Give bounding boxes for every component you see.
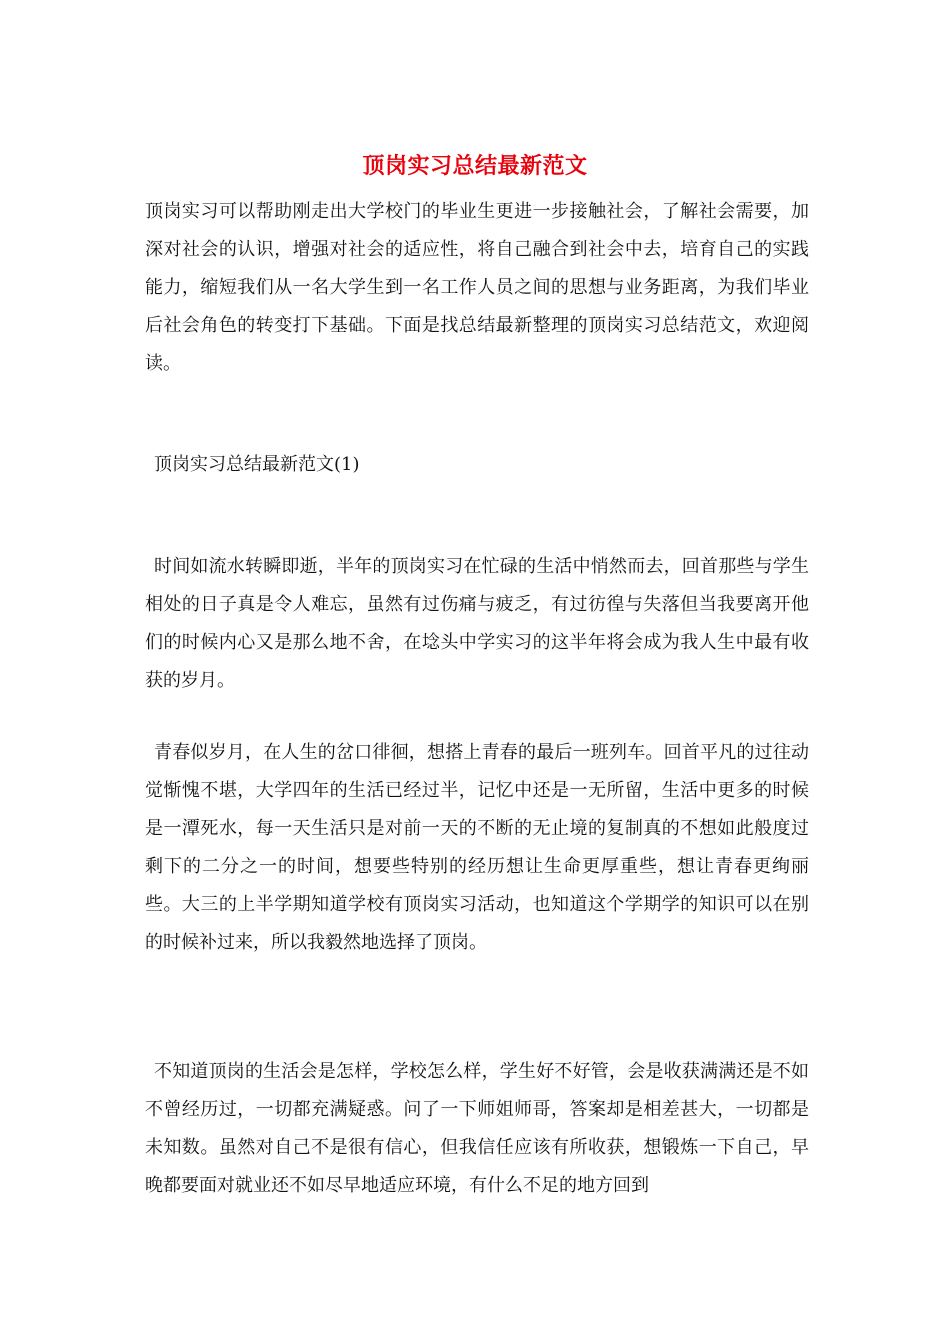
body-paragraph: 不知道顶岗的生活会是怎样，学校怎么样，学生好不好管，会是收获满满还是不如不曾经历过，一切都充满疑惑。问了一下师姐师哥，答案却是相差甚大，一切都是未知数。虽然对自己不是很有信心，但我信任应该有所收获，想锻炼一下自己，早晚都要面对就业还不如尽早地适应环境，有什么不足的地方回到 (145, 1061, 809, 1196)
body-paragraph: 青春似岁月，在人生的岔口徘徊，想搭上青春的最后一班列车。回首平凡的过往动觉惭愧不堪，大学四年的生活已经过半，记忆中还是一无所留，生活中更多的时候是一潭死水，每一天生活只是对前一天的不断的无止境的复制真的不想如此般度过剩下的二分之一的时间，想要些特别的经历想让生命更厚重些，想让青春更绚丽些。大三的上半学期知道学校有顶岗实习活动，也知道这个学期学的知识可以在别的时候补过来，所以我毅然地选择了顶岗。 (145, 742, 809, 953)
body-paragraph: 时间如流水转瞬即逝，半年的顶岗实习在忙碌的生活中悄然而去，回首那些与学生相处的日子真是令人难忘，虽然有过伤痛与疲乏，有过彷徨与失落但当我要离开他们的时候内心又是那么地不舍，在埝头中学实习的这半年将会成为我人生中最有收获的岁月。 (145, 556, 809, 691)
document-title: 顶岗实习总结最新范文 (362, 153, 588, 179)
section-heading: 顶岗实习总结最新范文(1) (154, 454, 360, 475)
intro-paragraph: 顶岗实习可以帮助刚走出大学校门的毕业生更进一步接触社会，了解社会需要，加深对社会的认识，增强对社会的适应性，将自己融合到社会中去，培育自己的实践能力，缩短我们从一名大学生到一名工作人员之间的思想与业务距离，为我们毕业后社会角色的转变打下基础。下面是找总结最新整理的顶岗实习总结范文，欢迎阅读。 (145, 201, 809, 374)
